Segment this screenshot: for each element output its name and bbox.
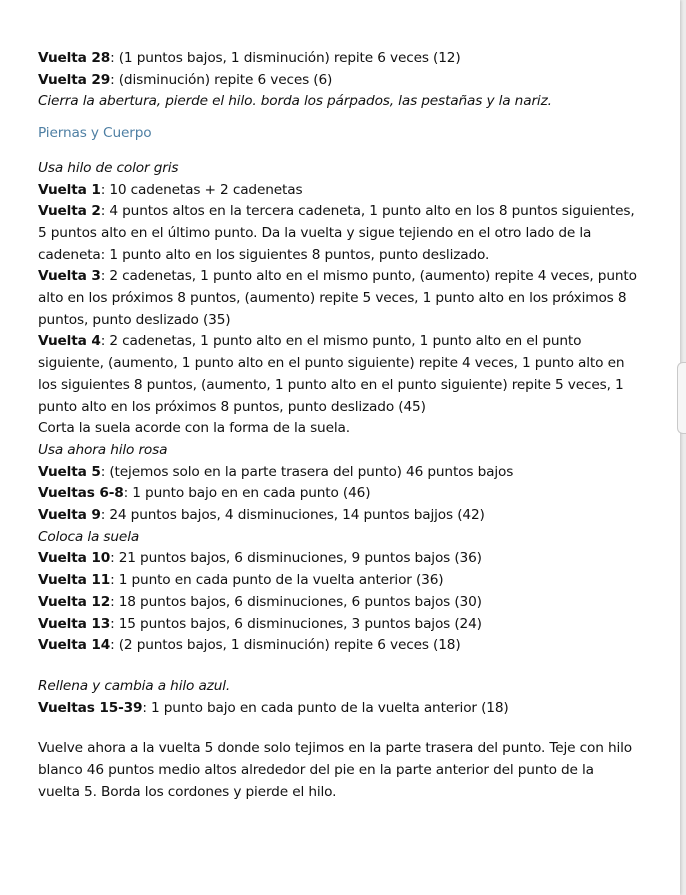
round-text: : 2 cadenetas, 1 punto alto en el mismo punto, (aumento) repite 4 veces, punto alto en los próximos 8 puntos, (aumento) repite 5 veces, 1 punto alto en los próximos 8 puntos, punto deslizado (35) [38, 268, 637, 328]
instruction-note: Usa ahora hilo rosa [38, 441, 168, 458]
round-line [38, 505, 638, 527]
round-label: Vueltas 6-8 [38, 485, 124, 502]
round-text: : (1 puntos bajos, 1 disminución) repite 6 veces (12) [110, 50, 461, 66]
round-label: Vuelta 13 [38, 615, 111, 632]
round-text: : 4 puntos altos en la tercera cadeneta, 1 punto alto en los 8 puntos siguientes, 5 puntos alto en el último punto. Da la vuelta y sigue tejiendo en el otro lado de la cadeneta: 1 punto alto en los siguientes 8 puntos, punto deslizado. [38, 203, 635, 263]
round-label: Vuelta 11 [38, 572, 111, 589]
pattern-text [38, 48, 638, 804]
round-text: : (2 puntos bajos, 1 disminución) repite 6 veces (18) [110, 637, 461, 654]
round-text: : 10 cadenetas + 2 cadenetas [100, 181, 303, 198]
round-label: Vuelta 3 [38, 268, 101, 285]
round-line [38, 548, 638, 570]
round-label: Vuelta 4 [38, 333, 101, 350]
round-line [38, 635, 638, 657]
round-label: Vuelta 10 [38, 550, 111, 567]
round-text: : 21 puntos bajos, 6 disminuciones, 9 puntos bajos (36) [110, 550, 482, 567]
round-label: Vueltas 15-39 [38, 699, 143, 716]
round-line [38, 462, 638, 484]
section-heading: Piernas y Cuerpo [38, 125, 152, 142]
round-label: Vuelta 28 [38, 50, 111, 66]
round-text: : 15 puntos bajos, 6 disminuciones, 3 puntos bajos (24) [110, 615, 482, 632]
final-paragraph: Vuelve ahora a la vuelta 5 donde solo tejimos en la parte trasera del punto. Teje con hilo blanco 46 puntos medio altos alrededor del pie en la parte anterior del punto de la vuelta 5. Borda los cordones y pierde el hilo. [38, 740, 633, 800]
round-text: : (disminución) repite 6 veces (6) [110, 71, 333, 88]
round-line [38, 570, 638, 592]
round-text: : (tejemos solo en la parte trasera del punto) 46 puntos bajos [100, 463, 514, 480]
round-text: : 1 punto bajo en cada punto de la vuelta anterior (18) [142, 699, 509, 716]
round-text: : 24 puntos bajos, 4 disminuciones, 14 puntos bajjos (42) [100, 507, 485, 524]
round-line [38, 483, 638, 505]
round-text: : 18 puntos bajos, 6 disminuciones, 6 puntos bajos (30) [110, 593, 482, 610]
round-text: : 2 cadenetas, 1 punto alto en el mismo punto, 1 punto alto en el punto siguiente, (aumento, 1 punto alto en el punto siguiente) repite 4 veces, 1 punto alto en los siguientes 8 puntos, (aumento, 1 punto alto en el punto siguiente) repite 5 veces, 1 punto alto en los próximos 8 puntos, punto deslizado (45) [38, 333, 625, 415]
round-line [38, 48, 638, 70]
instruction-note: Rellena y cambia a hilo azul. [38, 677, 231, 694]
round-label: Vuelta 2 [38, 203, 101, 220]
round-line [38, 331, 638, 418]
round-label: Vuelta 29 [38, 71, 111, 88]
scroll-handle[interactable] [677, 362, 686, 434]
instruction-note: Usa hilo de color gris [38, 159, 179, 176]
round-label: Vuelta 12 [38, 593, 111, 610]
round-line [38, 70, 638, 92]
round-text: : 1 punto bajo en en cada punto (46) [123, 485, 371, 502]
round-line [38, 614, 638, 636]
round-line [38, 592, 638, 614]
round-label: Vuelta 14 [38, 637, 111, 654]
round-label: Vuelta 1 [38, 181, 101, 198]
round-line [38, 180, 638, 202]
round-line [38, 698, 638, 720]
round-text: : 1 punto en cada punto de la vuelta anterior (36) [110, 572, 444, 589]
instruction-note: Cierra la abertura, pierde el hilo. borda los párpados, las pestañas y la nariz. [38, 93, 552, 110]
round-label: Vuelta 5 [38, 463, 101, 480]
round-line [38, 266, 638, 331]
round-label: Vuelta 9 [38, 507, 101, 524]
round-line [38, 201, 638, 266]
instruction-line: Corta la suela acorde con la forma de la suela. [38, 420, 350, 437]
instruction-note: Coloca la suela [38, 528, 140, 545]
